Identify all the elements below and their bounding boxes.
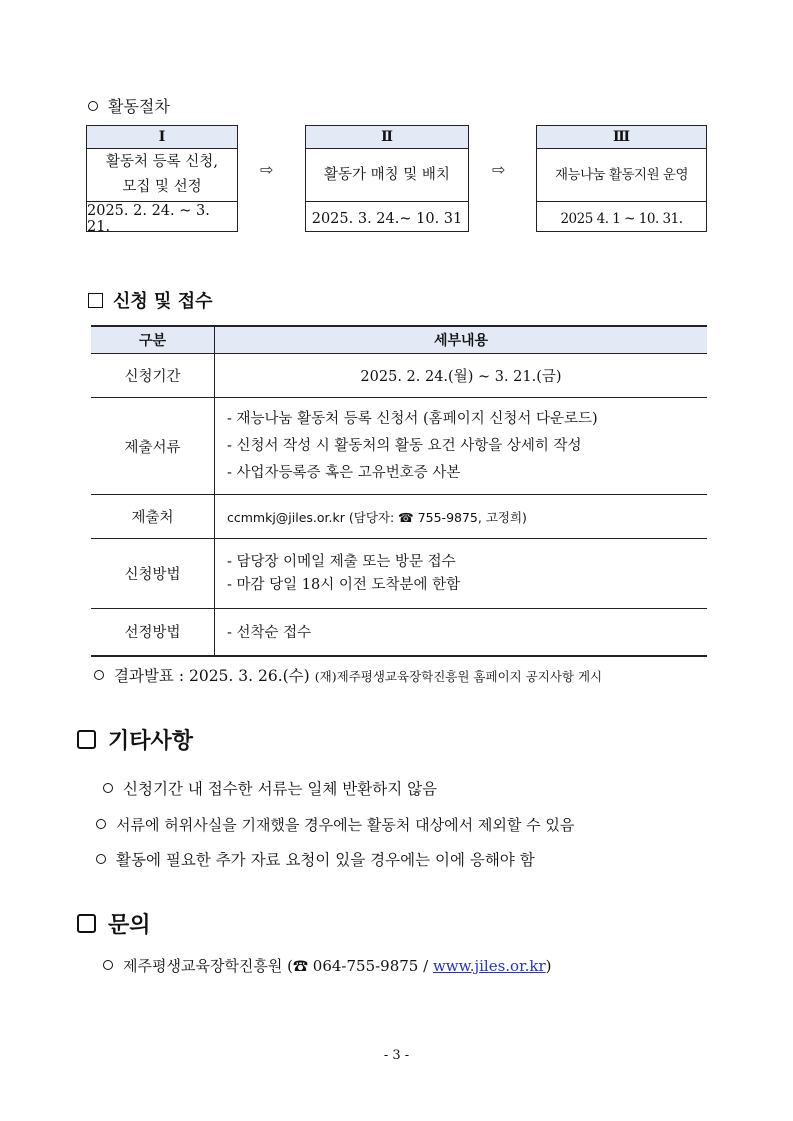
application-table: [91, 325, 707, 657]
row-label: 신청방법: [91, 539, 215, 609]
circle-bullet-icon: [88, 101, 98, 111]
row-label: 신청기간: [91, 354, 215, 398]
table-header-row: [91, 326, 707, 354]
table-row: [91, 539, 707, 609]
square-bullet-icon: [77, 730, 96, 749]
circle-bullet-icon: [96, 854, 106, 864]
step-number: Ⅱ: [306, 126, 468, 149]
page-number: - 3 -: [383, 1048, 410, 1063]
step-title: 재능나눔 활동지원 운영: [537, 149, 706, 202]
procedure-heading: 활동절차: [88, 94, 170, 117]
row-value: ccmmkj@jiles.or.kr (담당자: ☎ 755-9875, 고정희): [215, 495, 708, 539]
arrow-right-icon: ⇨: [492, 160, 506, 179]
table-row: [91, 354, 707, 398]
row-value: - 담당장 이메일 제출 또는 방문 접수 - 마감 당일 18시 이전 도착분에 한함: [215, 539, 708, 609]
procedure-step-1: [86, 125, 238, 235]
result-note: (재)제주평생교육장학진흥원 홈페이지 공지사항 게시: [314, 669, 603, 684]
circle-bullet-icon: [103, 783, 113, 793]
inquiry-heading: 문의: [77, 908, 151, 939]
list-item: 서류에 허위사실을 기재했을 경우에는 활동처 대상에서 제외할 수 있음: [96, 814, 574, 835]
table-row: [91, 609, 707, 656]
procedure-step-2: [305, 125, 469, 232]
table-row: [91, 398, 707, 495]
row-value: - 선착순 접수: [215, 609, 708, 656]
row-value: 2025. 2. 24.(월) ~ 3. 21.(금): [215, 354, 708, 398]
table-row: [91, 495, 707, 539]
row-label: 제출서류: [91, 398, 215, 495]
step-date: 2025 4. 1 ~ 10. 31.: [560, 210, 683, 227]
step-date: 2025. 3. 24.~ 10. 31: [311, 210, 463, 227]
step-date: 2025. 2. 24. ~ 3. 21.: [87, 202, 210, 235]
row-label: 제출처: [91, 495, 215, 539]
row-value: - 재능나눔 활동처 등록 신청서 (홈페이지 신청서 다운로드) - 신청서 작성 시 활동처의 활동 요건 사항을 상세히 작성 - 사업자등록증 혹은 고유번호증 사본: [215, 398, 708, 495]
step-number: Ⅲ: [537, 126, 706, 149]
circle-bullet-icon: [103, 960, 113, 970]
inquiry-contact: 제주평생교육장학진흥원 (☎ 064-755-9875 / www.jiles.or.kr): [103, 955, 552, 976]
square-bullet-icon: [88, 293, 103, 308]
column-header: 세부내용: [215, 326, 708, 354]
application-heading: 신청 및 접수: [88, 287, 212, 313]
arrow-right-icon: ⇨: [260, 160, 274, 179]
procedure-step-3: [536, 125, 707, 232]
step-title: 활동처 등록 신청, 모집 및 선정: [87, 149, 237, 202]
result-announcement: 결과발표 : 2025. 3. 26.(수) (재)제주평생교육장학진흥원 홈페이지 공지사항 게시: [94, 664, 602, 686]
step-title: 활동가 매칭 및 배치: [306, 149, 468, 202]
list-item: 신청기간 내 접수한 서류는 일체 반환하지 않음: [103, 777, 437, 799]
step-number: Ⅰ: [87, 126, 237, 149]
circle-bullet-icon: [96, 819, 106, 829]
row-label: 선정방법: [91, 609, 215, 656]
other-heading: 기타사항: [77, 724, 193, 755]
list-item: 활동에 필요한 추가 자료 요청이 있을 경우에는 이에 응해야 함: [96, 848, 535, 870]
column-header: 구분: [91, 326, 215, 354]
circle-bullet-icon: [94, 670, 104, 680]
website-link[interactable]: www.jiles.or.kr: [432, 957, 546, 975]
square-bullet-icon: [77, 914, 96, 933]
